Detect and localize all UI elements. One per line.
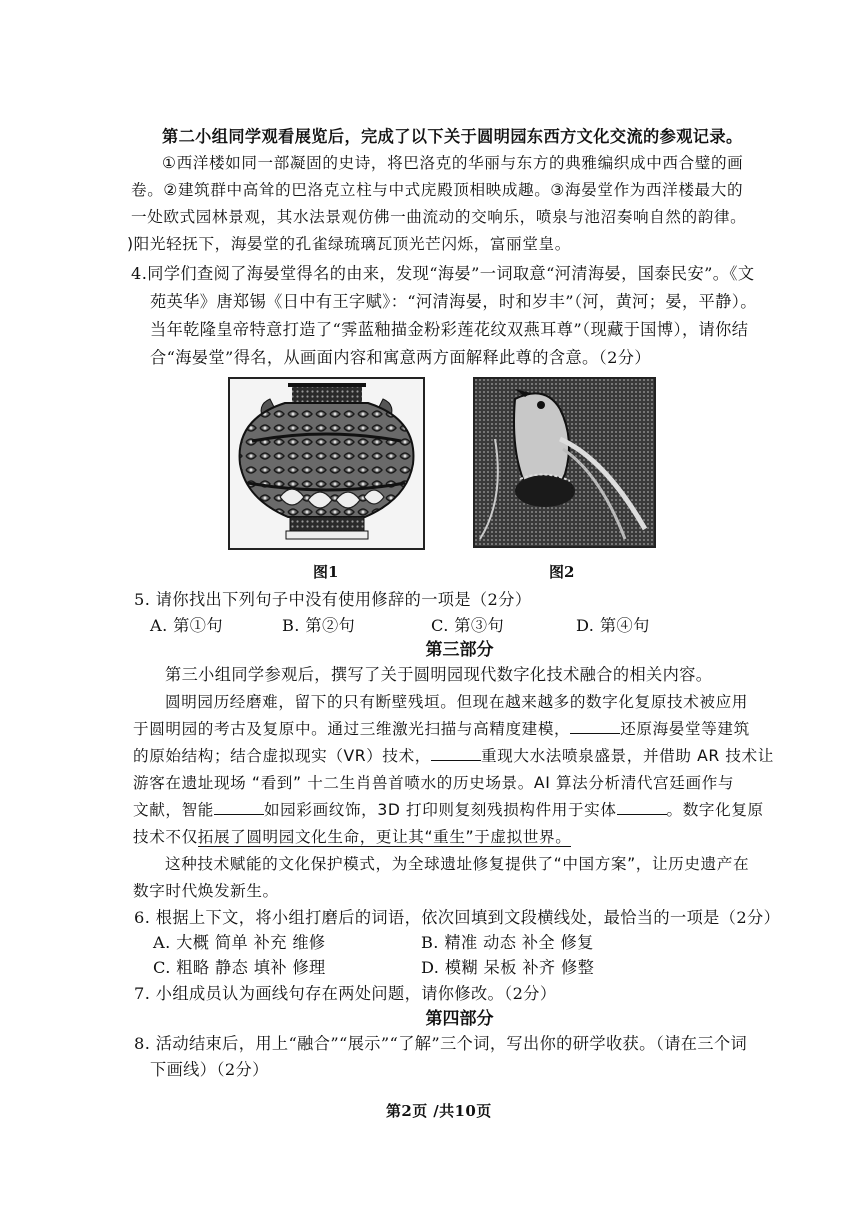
part3-line-6: 技术不仅拓展了圆明园文化生命，更让其“重生”于虚拟世界。 [133, 828, 572, 846]
figure-2-swallow-image [473, 377, 656, 548]
q5-stem: 5. 请你找出下列句子中没有使用修辞的一项是（2分） [134, 590, 532, 609]
q8-line-2: 下画线）（2分） [150, 1060, 269, 1079]
q4-line-3: 当年乾隆皇帝特意打造了“霁蓝釉描金粉彩莲花纹双燕耳尊”（现藏于国博），请你结 [150, 320, 749, 339]
part3-line-4: 游客在遗址现场 “看到” 十二生肖兽首喷水的历史场景。AI 算法分析清代宫廷画作与 [133, 774, 735, 792]
q5-option-c[interactable]: C. 第③句 [431, 616, 505, 635]
part3-line-2: 于圆明园的考古及复原中。通过三维激光扫描与高精度建模， 还原海晏堂等建筑 [133, 720, 750, 738]
blank-3[interactable] [214, 800, 264, 815]
part3-line-1: 圆明园历经磨难，留下的只有断壁残垣。但现在越来越多的数字化复原技术被应用 [165, 693, 748, 711]
vase-illustration [230, 379, 423, 548]
swallow-illustration [475, 379, 654, 546]
part3-heading: 第三部分 [425, 640, 494, 660]
part2-intro: 第二小组同学观看展览后，完成了以下关于圆明园东西方文化交流的参观记录。 [162, 127, 743, 146]
q6-option-d[interactable]: D. 模糊 呆板 补齐 修整 [421, 958, 595, 977]
q6-stem: 6. 根据上下文，将小组打磨后的词语，依次回填到文段横线处，最恰当的一项是（2分） [134, 908, 781, 927]
q6-option-b[interactable]: B. 精准 动态 补全 修复 [421, 933, 594, 952]
part3-line-8: 数字时代焕发新生。 [133, 882, 279, 900]
q5-option-b[interactable]: B. 第②句 [282, 616, 356, 635]
q6-option-a[interactable]: A. 大概 简单 补充 维修 [153, 933, 326, 952]
part2-line-4: )阳光轻抚下，海晏堂的孔雀绿琉璃瓦顶光芒闪烁，富丽堂皇。 [127, 235, 571, 253]
figure-2-caption: 图2 [549, 563, 575, 581]
q5-option-d[interactable]: D. 第④句 [576, 616, 650, 635]
q4-line-1: 4.同学们查阅了海晏堂得名的由来，发现“海晏”一词取意“河清海晏，国泰民安”。《文 [131, 264, 755, 283]
part3-intro: 第三小组同学参观后，撰写了关于圆明园现代数字化技术融合的相关内容。 [165, 665, 713, 684]
q7-stem: 7. 小组成员认为画线句存在两处问题，请你修改。（2分） [134, 984, 557, 1003]
part3-line-5: 文献，智能 如园彩画纹饰，3D 打印则复刻残损构件用于实体 。数字化复原 [133, 801, 764, 819]
blank-2[interactable] [431, 746, 481, 761]
blank-1[interactable] [570, 719, 620, 734]
page-number: 第2页 /共10页 [386, 1102, 492, 1120]
figure-1-vase-image [228, 377, 425, 550]
part3-line-3: 的原始结构；结合虚拟现实（VR）技术， 重现大水法喷泉盛景，并借助 AR 技术让 [133, 747, 774, 765]
q8-line-1: 8. 活动结束后，用上“融合”“展示”“了解”三个词，写出你的研学收获。（请在三个词 [134, 1034, 748, 1053]
q4-line-2: 苑英华》唐郑锡《日中有王字赋》：“河清海晏，时和岁丰”（河，黄河；晏，平静）。 [150, 292, 757, 311]
part4-heading: 第四部分 [425, 1009, 494, 1029]
part2-line-3: 一处欧式园林景观，其水法景观仿佛一曲流动的交响乐，喷泉与池沼奏响自然的韵律。 [131, 208, 747, 226]
q5-option-a[interactable]: A. 第①句 [150, 616, 223, 635]
part2-line-2: 卷。②建筑群中高耸的巴洛克立柱与中式庑殿顶相映成趣。③海晏堂作为西洋楼最大的 [131, 181, 744, 199]
blank-4[interactable] [617, 800, 667, 815]
part2-line-1: ①西洋楼如同一部凝固的史诗，将巴洛克的华丽与东方的典雅编织成中西合璧的画 [162, 154, 744, 172]
q6-option-c[interactable]: C. 粗略 静态 填补 修理 [153, 958, 326, 977]
q4-line-4: 合“海晏堂”得名，从画面内容和寓意两方面解释此尊的含意。（2分） [150, 348, 651, 367]
figure-1-caption: 图1 [313, 563, 339, 581]
underlined-sentence: 拓展了圆明园文化生命，更让其“重生”于虚拟世界。 [197, 828, 572, 846]
part3-line-7: 这种技术赋能的文化保护模式，为全球遗址修复提供了“中国方案”，让历史遗产在 [165, 855, 750, 873]
